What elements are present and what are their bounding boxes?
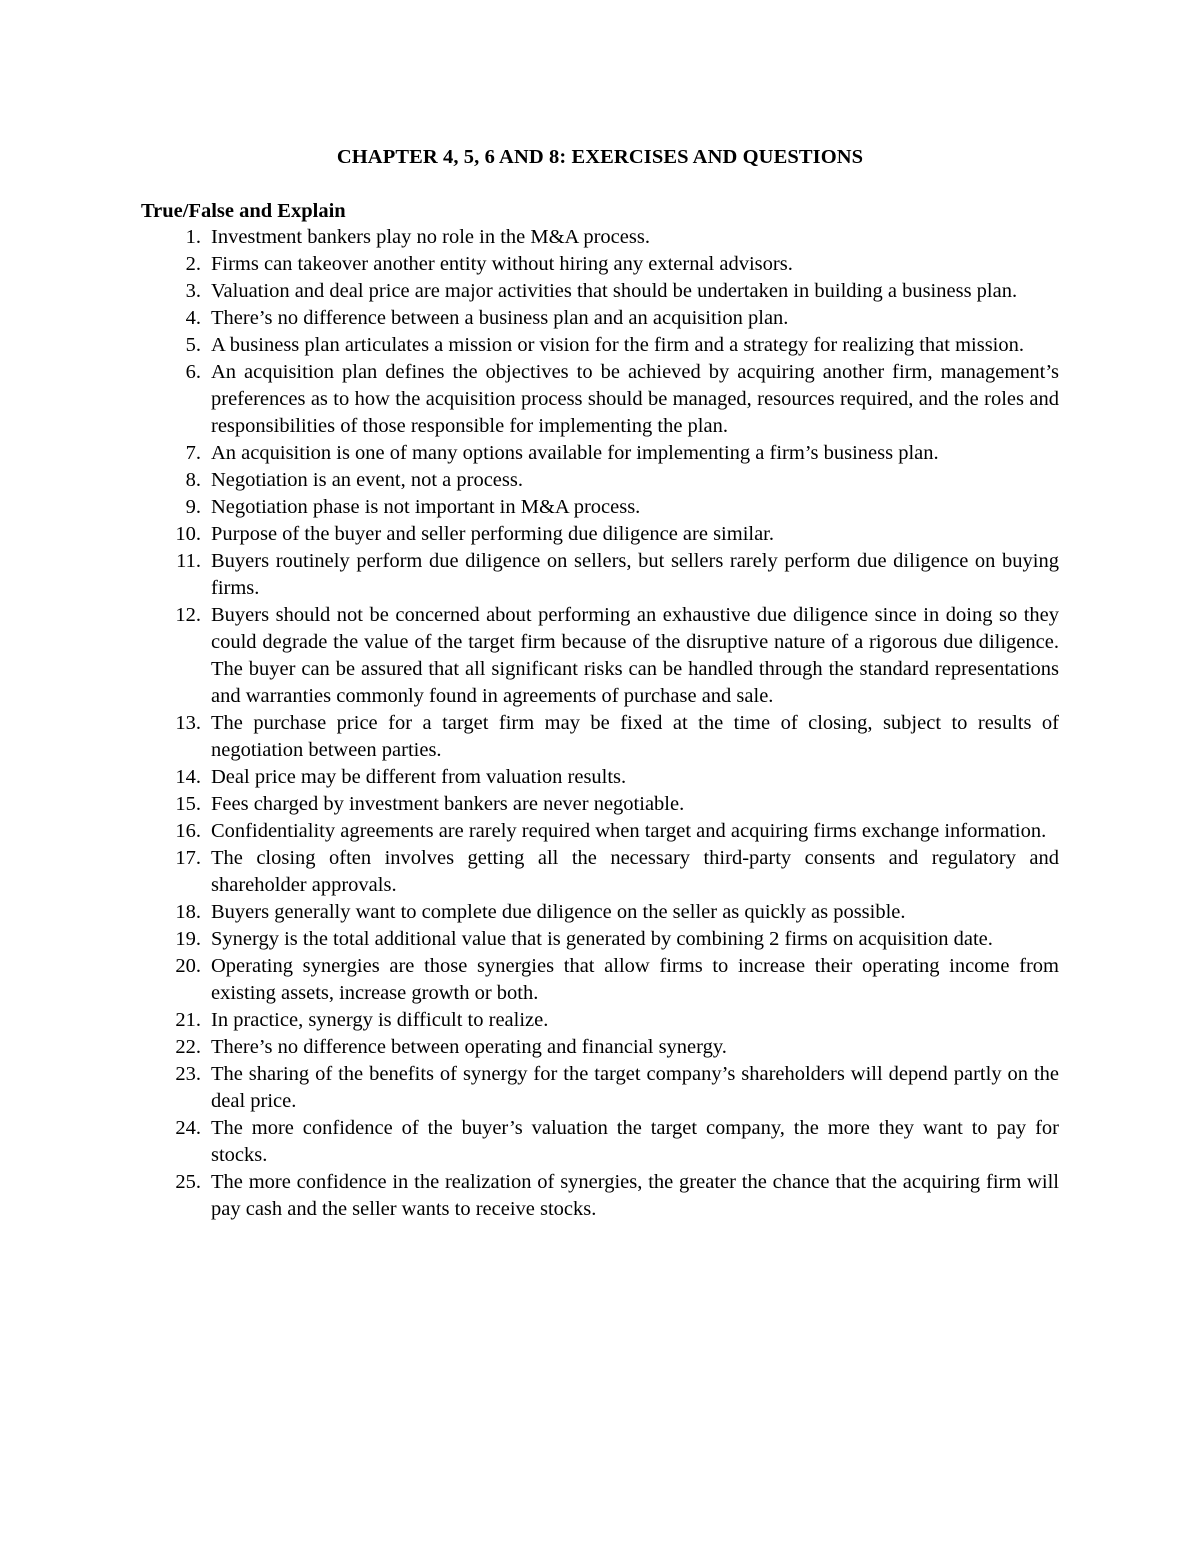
question-text: Buyers routinely perform due diligence on sellers, but sellers rarely perform due diligence on buying firms. <box>211 550 1059 599</box>
question-text: Buyers generally want to complete due diligence on the seller as quickly as possible. <box>211 901 906 923</box>
question-number: 3. <box>185 280 201 302</box>
question-number: 2. <box>185 253 201 275</box>
question-text: Investment bankers play no role in the M&A process. <box>211 226 650 248</box>
question-item <box>141 791 1059 818</box>
question-number: 12. <box>175 604 201 626</box>
question-number: 5. <box>185 334 201 356</box>
question-list <box>141 224 1059 1223</box>
question-number: 20. <box>175 955 201 977</box>
question-text: An acquisition plan defines the objectives to be achieved by acquiring another firm, management’s preferences as to how the acquisition process should be managed, resources required, and the roles and responsibilities of those responsible for implementing the plan. <box>211 361 1059 437</box>
question-text: There’s no difference between a business plan and an acquisition plan. <box>211 307 789 329</box>
question-text: Negotiation phase is not important in M&A process. <box>211 496 641 518</box>
question-item <box>141 602 1059 710</box>
question-item <box>141 278 1059 305</box>
question-number: 17. <box>175 847 201 869</box>
question-number: 16. <box>175 820 201 842</box>
question-number: 21. <box>175 1009 201 1031</box>
question-number: 13. <box>175 712 201 734</box>
question-number: 25. <box>175 1171 201 1193</box>
question-number: 8. <box>185 469 201 491</box>
question-item <box>141 953 1059 1007</box>
question-number: 18. <box>175 901 201 923</box>
question-text: Valuation and deal price are major activities that should be undertaken in building a business plan. <box>211 280 1018 302</box>
question-text: The more confidence of the buyer’s valuation the target company, the more they want to pay for stocks. <box>211 1117 1059 1166</box>
question-item <box>141 710 1059 764</box>
question-text: Fees charged by investment bankers are never negotiable. <box>211 793 685 815</box>
question-number: 24. <box>175 1117 201 1139</box>
question-number: 22. <box>175 1036 201 1058</box>
question-item <box>141 1034 1059 1061</box>
question-item <box>141 764 1059 791</box>
question-item <box>141 926 1059 953</box>
question-number: 23. <box>175 1063 201 1085</box>
question-text: Deal price may be different from valuation results. <box>211 766 627 788</box>
question-text: Purpose of the buyer and seller performing due diligence are similar. <box>211 523 774 545</box>
question-text: In practice, synergy is difficult to realize. <box>211 1009 549 1031</box>
question-text: Buyers should not be concerned about performing an exhaustive due diligence since in doing so they could degrade the value of the target firm because of the disruptive nature of a rigorous due diligence. The buyer can be assured that all significant risks can be handled through the standard representations and warranties commonly found in agreements of purchase and sale. <box>211 604 1059 707</box>
document-title: CHAPTER 4, 5, 6 AND 8: EXERCISES AND QUESTIONS <box>336 146 864 168</box>
question-number: 6. <box>185 361 201 383</box>
question-number: 14. <box>175 766 201 788</box>
question-item <box>141 305 1059 332</box>
question-text: The closing often involves getting all the necessary third-party consents and regulatory and shareholder approvals. <box>211 847 1059 896</box>
question-item <box>141 818 1059 845</box>
question-item <box>141 1169 1059 1223</box>
question-number: 4. <box>185 307 201 329</box>
question-item <box>141 251 1059 278</box>
question-number: 19. <box>175 928 201 950</box>
question-item <box>141 548 1059 602</box>
question-item <box>141 494 1059 521</box>
question-text: An acquisition is one of many options available for implementing a firm’s business plan. <box>211 442 939 464</box>
question-number: 9. <box>185 496 201 518</box>
question-item <box>141 359 1059 440</box>
question-text: Synergy is the total additional value that is generated by combining 2 firms on acquisition date. <box>211 928 993 950</box>
question-item <box>141 521 1059 548</box>
question-text: A business plan articulates a mission or vision for the firm and a strategy for realizing that mission. <box>211 334 1024 356</box>
question-text: The more confidence in the realization of synergies, the greater the chance that the acquiring firm will pay cash and the seller wants to receive stocks. <box>211 1171 1059 1220</box>
question-number: 11. <box>176 550 201 572</box>
question-item <box>141 1007 1059 1034</box>
question-text: The sharing of the benefits of synergy for the target company’s shareholders will depend partly on the deal price. <box>211 1063 1059 1112</box>
question-item <box>141 440 1059 467</box>
question-item <box>141 467 1059 494</box>
question-item <box>141 1115 1059 1169</box>
question-text: Firms can takeover another entity without hiring any external advisors. <box>211 253 793 275</box>
question-text: The purchase price for a target firm may be fixed at the time of closing, subject to results of negotiation between parties. <box>211 712 1059 761</box>
question-number: 10. <box>175 523 201 545</box>
question-number: 7. <box>185 442 201 464</box>
question-number: 1. <box>185 226 201 248</box>
question-item <box>141 332 1059 359</box>
question-item <box>141 1061 1059 1115</box>
question-item <box>141 899 1059 926</box>
question-item <box>141 845 1059 899</box>
question-text: Confidentiality agreements are rarely required when target and acquiring firms exchange information. <box>211 820 1047 842</box>
section-heading: True/False and Explain <box>141 200 346 222</box>
question-item <box>141 224 1059 251</box>
question-number: 15. <box>175 793 201 815</box>
question-text: Operating synergies are those synergies that allow firms to increase their operating income from existing assets, increase growth or both. <box>211 955 1059 1004</box>
question-text: There’s no difference between operating and financial synergy. <box>211 1036 727 1058</box>
question-text: Negotiation is an event, not a process. <box>211 469 523 491</box>
